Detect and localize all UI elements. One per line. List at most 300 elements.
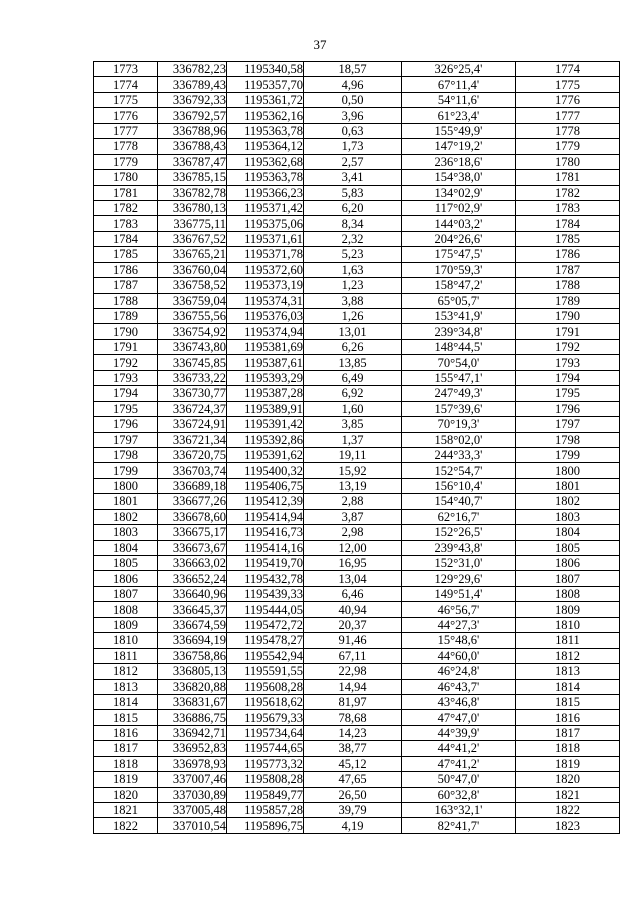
y-coordinate-cell: 1195391,42 xyxy=(227,417,304,432)
point-number-cell: 1791 xyxy=(94,339,158,354)
x-coordinate-cell: 336689,18 xyxy=(158,478,227,493)
page-number: 37 xyxy=(313,37,327,52)
x-coordinate-cell: 336673,67 xyxy=(158,540,227,555)
next-point-cell: 1810 xyxy=(516,617,620,632)
direction-angle-cell: 70°19,3' xyxy=(402,417,516,432)
table-row xyxy=(94,324,620,339)
next-point-cell: 1822 xyxy=(516,803,620,818)
point-number-cell: 1799 xyxy=(94,463,158,478)
direction-angle-cell: 43°46,8' xyxy=(402,694,516,709)
table-row xyxy=(94,247,620,262)
table-row xyxy=(94,463,620,478)
direction-angle-cell: 62°16,7' xyxy=(402,509,516,524)
direction-angle-cell: 158°47,2' xyxy=(402,278,516,293)
x-coordinate-cell: 336952,83 xyxy=(158,741,227,756)
y-coordinate-cell: 1195744,65 xyxy=(227,741,304,756)
point-number-cell: 1815 xyxy=(94,710,158,725)
next-point-cell: 1806 xyxy=(516,556,620,571)
next-point-cell: 1801 xyxy=(516,478,620,493)
table-row xyxy=(94,694,620,709)
point-number-cell: 1795 xyxy=(94,401,158,416)
length-cell: 13,01 xyxy=(304,324,402,339)
next-point-cell: 1811 xyxy=(516,633,620,648)
y-coordinate-cell: 1195608,28 xyxy=(227,679,304,694)
y-coordinate-cell: 1195366,23 xyxy=(227,185,304,200)
y-coordinate-cell: 1195406,75 xyxy=(227,478,304,493)
direction-angle-cell: 47°47,0' xyxy=(402,710,516,725)
y-coordinate-cell: 1195363,78 xyxy=(227,123,304,138)
next-point-cell: 1817 xyxy=(516,725,620,740)
y-coordinate-cell: 1195374,94 xyxy=(227,324,304,339)
y-coordinate-cell: 1195340,58 xyxy=(227,62,304,77)
direction-angle-cell: 65°05,7' xyxy=(402,293,516,308)
length-cell: 5,23 xyxy=(304,247,402,262)
table-row xyxy=(94,803,620,818)
length-cell: 14,23 xyxy=(304,725,402,740)
direction-angle-cell: 247°49,3' xyxy=(402,386,516,401)
table-row xyxy=(94,355,620,370)
table-row xyxy=(94,309,620,324)
x-coordinate-cell: 336743,80 xyxy=(158,339,227,354)
point-number-cell: 1775 xyxy=(94,92,158,107)
y-coordinate-cell: 1195478,27 xyxy=(227,633,304,648)
next-point-cell: 1788 xyxy=(516,278,620,293)
next-point-cell: 1819 xyxy=(516,756,620,771)
next-point-cell: 1775 xyxy=(516,77,620,92)
next-point-cell: 1776 xyxy=(516,92,620,107)
table-row xyxy=(94,417,620,432)
table-row xyxy=(94,617,620,632)
direction-angle-cell: 47°41,2' xyxy=(402,756,516,771)
table-row xyxy=(94,787,620,802)
table-row xyxy=(94,231,620,246)
length-cell: 14,94 xyxy=(304,679,402,694)
direction-angle-cell: 155°47,1' xyxy=(402,370,516,385)
table-row xyxy=(94,540,620,555)
table-row xyxy=(94,170,620,185)
next-point-cell: 1803 xyxy=(516,509,620,524)
x-coordinate-cell: 336675,17 xyxy=(158,525,227,540)
y-coordinate-cell: 1195393,29 xyxy=(227,370,304,385)
y-coordinate-cell: 1195400,32 xyxy=(227,463,304,478)
point-number-cell: 1776 xyxy=(94,108,158,123)
next-point-cell: 1797 xyxy=(516,417,620,432)
next-point-cell: 1813 xyxy=(516,664,620,679)
y-coordinate-cell: 1195387,61 xyxy=(227,355,304,370)
length-cell: 5,83 xyxy=(304,185,402,200)
point-number-cell: 1803 xyxy=(94,525,158,540)
point-number-cell: 1797 xyxy=(94,432,158,447)
length-cell: 26,50 xyxy=(304,787,402,802)
y-coordinate-cell: 1195361,72 xyxy=(227,92,304,107)
direction-angle-cell: 157°39,6' xyxy=(402,401,516,416)
length-cell: 81,97 xyxy=(304,694,402,709)
y-coordinate-cell: 1195362,16 xyxy=(227,108,304,123)
point-number-cell: 1786 xyxy=(94,262,158,277)
x-coordinate-cell: 336730,77 xyxy=(158,386,227,401)
next-point-cell: 1820 xyxy=(516,772,620,787)
y-coordinate-cell: 1195432,78 xyxy=(227,571,304,586)
length-cell: 2,32 xyxy=(304,231,402,246)
direction-angle-cell: 239°43,8' xyxy=(402,540,516,555)
x-coordinate-cell: 336792,33 xyxy=(158,92,227,107)
y-coordinate-cell: 1195849,77 xyxy=(227,787,304,802)
length-cell: 6,46 xyxy=(304,586,402,601)
direction-angle-cell: 67°11,4' xyxy=(402,77,516,92)
length-cell: 16,95 xyxy=(304,556,402,571)
x-coordinate-cell: 336780,13 xyxy=(158,200,227,215)
length-cell: 6,20 xyxy=(304,200,402,215)
x-coordinate-cell: 336942,71 xyxy=(158,725,227,740)
x-coordinate-cell: 337005,48 xyxy=(158,803,227,818)
next-point-cell: 1808 xyxy=(516,586,620,601)
x-coordinate-cell: 336775,11 xyxy=(158,216,227,231)
direction-angle-cell: 175°47,5' xyxy=(402,247,516,262)
point-number-cell: 1801 xyxy=(94,494,158,509)
direction-angle-cell: 15°48,6' xyxy=(402,633,516,648)
direction-angle-cell: 44°27,3' xyxy=(402,617,516,632)
table-row xyxy=(94,478,620,493)
y-coordinate-cell: 1195419,70 xyxy=(227,556,304,571)
table-row xyxy=(94,710,620,725)
y-coordinate-cell: 1195439,33 xyxy=(227,586,304,601)
next-point-cell: 1823 xyxy=(516,818,620,833)
next-point-cell: 1795 xyxy=(516,386,620,401)
point-number-cell: 1814 xyxy=(94,694,158,709)
x-coordinate-cell: 336663,02 xyxy=(158,556,227,571)
x-coordinate-cell: 336785,15 xyxy=(158,170,227,185)
next-point-cell: 1790 xyxy=(516,309,620,324)
direction-angle-cell: 60°32,8' xyxy=(402,787,516,802)
y-coordinate-cell: 1195857,28 xyxy=(227,803,304,818)
table-row xyxy=(94,741,620,756)
next-point-cell: 1821 xyxy=(516,787,620,802)
table-row xyxy=(94,185,620,200)
x-coordinate-cell: 336677,26 xyxy=(158,494,227,509)
next-point-cell: 1781 xyxy=(516,170,620,185)
length-cell: 78,68 xyxy=(304,710,402,725)
direction-angle-cell: 50°47,0' xyxy=(402,772,516,787)
y-coordinate-cell: 1195375,06 xyxy=(227,216,304,231)
x-coordinate-cell: 336760,04 xyxy=(158,262,227,277)
x-coordinate-cell: 336724,91 xyxy=(158,417,227,432)
point-number-cell: 1793 xyxy=(94,370,158,385)
length-cell: 3,96 xyxy=(304,108,402,123)
point-number-cell: 1787 xyxy=(94,278,158,293)
x-coordinate-cell: 336755,56 xyxy=(158,309,227,324)
point-number-cell: 1820 xyxy=(94,787,158,802)
point-number-cell: 1818 xyxy=(94,756,158,771)
table-row xyxy=(94,494,620,509)
point-number-cell: 1807 xyxy=(94,586,158,601)
point-number-cell: 1819 xyxy=(94,772,158,787)
x-coordinate-cell: 337030,89 xyxy=(158,787,227,802)
point-number-cell: 1806 xyxy=(94,571,158,586)
point-number-cell: 1796 xyxy=(94,417,158,432)
next-point-cell: 1782 xyxy=(516,185,620,200)
y-coordinate-cell: 1195734,64 xyxy=(227,725,304,740)
x-coordinate-cell: 336759,04 xyxy=(158,293,227,308)
length-cell: 6,26 xyxy=(304,339,402,354)
next-point-cell: 1798 xyxy=(516,432,620,447)
x-coordinate-cell: 336674,59 xyxy=(158,617,227,632)
y-coordinate-cell: 1195542,94 xyxy=(227,648,304,663)
point-number-cell: 1822 xyxy=(94,818,158,833)
x-coordinate-cell: 337010,54 xyxy=(158,818,227,833)
x-coordinate-cell: 336652,24 xyxy=(158,571,227,586)
table-row xyxy=(94,756,620,771)
y-coordinate-cell: 1195618,62 xyxy=(227,694,304,709)
y-coordinate-cell: 1195808,28 xyxy=(227,772,304,787)
y-coordinate-cell: 1195363,78 xyxy=(227,170,304,185)
length-cell: 2,57 xyxy=(304,154,402,169)
next-point-cell: 1818 xyxy=(516,741,620,756)
direction-angle-cell: 154°40,7' xyxy=(402,494,516,509)
direction-angle-cell: 170°59,3' xyxy=(402,262,516,277)
table-row xyxy=(94,386,620,401)
next-point-cell: 1815 xyxy=(516,694,620,709)
table-row xyxy=(94,772,620,787)
y-coordinate-cell: 1195372,60 xyxy=(227,262,304,277)
direction-angle-cell: 129°29,6' xyxy=(402,571,516,586)
direction-angle-cell: 158°02,0' xyxy=(402,432,516,447)
next-point-cell: 1783 xyxy=(516,200,620,215)
x-coordinate-cell: 336640,96 xyxy=(158,586,227,601)
y-coordinate-cell: 1195412,39 xyxy=(227,494,304,509)
next-point-cell: 1804 xyxy=(516,525,620,540)
table-row xyxy=(94,77,620,92)
y-coordinate-cell: 1195373,19 xyxy=(227,278,304,293)
direction-angle-cell: 236°18,6' xyxy=(402,154,516,169)
next-point-cell: 1785 xyxy=(516,231,620,246)
x-coordinate-cell: 336789,43 xyxy=(158,77,227,92)
x-coordinate-cell: 336703,74 xyxy=(158,463,227,478)
next-point-cell: 1780 xyxy=(516,154,620,169)
x-coordinate-cell: 336978,93 xyxy=(158,756,227,771)
direction-angle-cell: 61°23,4' xyxy=(402,108,516,123)
point-number-cell: 1790 xyxy=(94,324,158,339)
table-row xyxy=(94,200,620,215)
next-point-cell: 1778 xyxy=(516,123,620,138)
length-cell: 0,50 xyxy=(304,92,402,107)
point-number-cell: 1774 xyxy=(94,77,158,92)
point-number-cell: 1798 xyxy=(94,447,158,462)
point-number-cell: 1812 xyxy=(94,664,158,679)
length-cell: 1,73 xyxy=(304,139,402,154)
point-number-cell: 1773 xyxy=(94,62,158,77)
table-row xyxy=(94,818,620,833)
direction-angle-cell: 156°10,4' xyxy=(402,478,516,493)
x-coordinate-cell: 336788,43 xyxy=(158,139,227,154)
table-row xyxy=(94,339,620,354)
y-coordinate-cell: 1195387,28 xyxy=(227,386,304,401)
x-coordinate-cell: 336788,96 xyxy=(158,123,227,138)
x-coordinate-cell: 336720,75 xyxy=(158,447,227,462)
table-row xyxy=(94,92,620,107)
y-coordinate-cell: 1195381,69 xyxy=(227,339,304,354)
direction-angle-cell: 54°11,6' xyxy=(402,92,516,107)
direction-angle-cell: 152°54,7' xyxy=(402,463,516,478)
x-coordinate-cell: 336787,47 xyxy=(158,154,227,169)
direction-angle-cell: 155°49,9' xyxy=(402,123,516,138)
length-cell: 47,65 xyxy=(304,772,402,787)
point-number-cell: 1821 xyxy=(94,803,158,818)
length-cell: 13,04 xyxy=(304,571,402,586)
next-point-cell: 1805 xyxy=(516,540,620,555)
table-row xyxy=(94,154,620,169)
length-cell: 40,94 xyxy=(304,602,402,617)
direction-angle-cell: 153°41,9' xyxy=(402,309,516,324)
next-point-cell: 1793 xyxy=(516,355,620,370)
length-cell: 67,11 xyxy=(304,648,402,663)
y-coordinate-cell: 1195362,68 xyxy=(227,154,304,169)
x-coordinate-cell: 336733,22 xyxy=(158,370,227,385)
point-number-cell: 1816 xyxy=(94,725,158,740)
table-row xyxy=(94,62,620,77)
length-cell: 0,63 xyxy=(304,123,402,138)
next-point-cell: 1816 xyxy=(516,710,620,725)
length-cell: 12,00 xyxy=(304,540,402,555)
point-number-cell: 1809 xyxy=(94,617,158,632)
point-number-cell: 1802 xyxy=(94,509,158,524)
next-point-cell: 1774 xyxy=(516,62,620,77)
next-point-cell: 1784 xyxy=(516,216,620,231)
direction-angle-cell: 46°56,7' xyxy=(402,602,516,617)
direction-angle-cell: 82°41,7' xyxy=(402,818,516,833)
x-coordinate-cell: 336792,57 xyxy=(158,108,227,123)
length-cell: 39,79 xyxy=(304,803,402,818)
point-number-cell: 1813 xyxy=(94,679,158,694)
next-point-cell: 1787 xyxy=(516,262,620,277)
length-cell: 8,34 xyxy=(304,216,402,231)
x-coordinate-cell: 336754,92 xyxy=(158,324,227,339)
point-number-cell: 1782 xyxy=(94,200,158,215)
length-cell: 1,60 xyxy=(304,401,402,416)
x-coordinate-cell: 336724,37 xyxy=(158,401,227,416)
y-coordinate-cell: 1195371,61 xyxy=(227,231,304,246)
point-number-cell: 1817 xyxy=(94,741,158,756)
point-number-cell: 1808 xyxy=(94,602,158,617)
x-coordinate-cell: 336645,37 xyxy=(158,602,227,617)
y-coordinate-cell: 1195364,12 xyxy=(227,139,304,154)
next-point-cell: 1786 xyxy=(516,247,620,262)
table-row xyxy=(94,123,620,138)
y-coordinate-cell: 1195371,78 xyxy=(227,247,304,262)
table-row xyxy=(94,509,620,524)
table-row xyxy=(94,586,620,601)
length-cell: 13,85 xyxy=(304,355,402,370)
table-row xyxy=(94,432,620,447)
point-number-cell: 1783 xyxy=(94,216,158,231)
x-coordinate-cell: 336831,67 xyxy=(158,694,227,709)
table-row xyxy=(94,725,620,740)
direction-angle-cell: 149°51,4' xyxy=(402,586,516,601)
length-cell: 15,92 xyxy=(304,463,402,478)
direction-angle-cell: 239°34,8' xyxy=(402,324,516,339)
point-number-cell: 1777 xyxy=(94,123,158,138)
direction-angle-cell: 44°39,9' xyxy=(402,725,516,740)
table-row xyxy=(94,571,620,586)
direction-angle-cell: 163°32,1' xyxy=(402,803,516,818)
direction-angle-cell: 244°33,3' xyxy=(402,447,516,462)
table-row xyxy=(94,216,620,231)
length-cell: 2,88 xyxy=(304,494,402,509)
direction-angle-cell: 144°03,2' xyxy=(402,216,516,231)
length-cell: 1,26 xyxy=(304,309,402,324)
length-cell: 1,37 xyxy=(304,432,402,447)
y-coordinate-cell: 1195374,31 xyxy=(227,293,304,308)
y-coordinate-cell: 1195679,33 xyxy=(227,710,304,725)
length-cell: 45,12 xyxy=(304,756,402,771)
y-coordinate-cell: 1195416,73 xyxy=(227,525,304,540)
x-coordinate-cell: 337007,46 xyxy=(158,772,227,787)
table-row xyxy=(94,525,620,540)
point-number-cell: 1780 xyxy=(94,170,158,185)
table-row xyxy=(94,370,620,385)
y-coordinate-cell: 1195414,94 xyxy=(227,509,304,524)
point-number-cell: 1789 xyxy=(94,309,158,324)
table-row xyxy=(94,556,620,571)
table-row xyxy=(94,633,620,648)
point-number-cell: 1800 xyxy=(94,478,158,493)
table-row xyxy=(94,664,620,679)
x-coordinate-cell: 336765,21 xyxy=(158,247,227,262)
next-point-cell: 1777 xyxy=(516,108,620,123)
length-cell: 1,63 xyxy=(304,262,402,277)
x-coordinate-cell: 336694,19 xyxy=(158,633,227,648)
direction-angle-cell: 152°31,0' xyxy=(402,556,516,571)
direction-angle-cell: 117°02,9' xyxy=(402,200,516,215)
length-cell: 4,96 xyxy=(304,77,402,92)
point-number-cell: 1804 xyxy=(94,540,158,555)
table-row xyxy=(94,602,620,617)
direction-angle-cell: 204°26,6' xyxy=(402,231,516,246)
point-number-cell: 1792 xyxy=(94,355,158,370)
next-point-cell: 1812 xyxy=(516,648,620,663)
next-point-cell: 1799 xyxy=(516,447,620,462)
length-cell: 1,23 xyxy=(304,278,402,293)
direction-angle-cell: 44°41,2' xyxy=(402,741,516,756)
y-coordinate-cell: 1195389,91 xyxy=(227,401,304,416)
table-row xyxy=(94,139,620,154)
point-number-cell: 1784 xyxy=(94,231,158,246)
length-cell: 3,85 xyxy=(304,417,402,432)
length-cell: 6,49 xyxy=(304,370,402,385)
length-cell: 3,87 xyxy=(304,509,402,524)
direction-angle-cell: 46°24,8' xyxy=(402,664,516,679)
y-coordinate-cell: 1195414,16 xyxy=(227,540,304,555)
direction-angle-cell: 326°25,4' xyxy=(402,62,516,77)
y-coordinate-cell: 1195896,75 xyxy=(227,818,304,833)
x-coordinate-cell: 336758,86 xyxy=(158,648,227,663)
direction-angle-cell: 134°02,9' xyxy=(402,185,516,200)
coordinates-table xyxy=(93,61,620,834)
y-coordinate-cell: 1195357,70 xyxy=(227,77,304,92)
length-cell: 2,98 xyxy=(304,525,402,540)
next-point-cell: 1809 xyxy=(516,602,620,617)
table-row xyxy=(94,262,620,277)
length-cell: 38,77 xyxy=(304,741,402,756)
x-coordinate-cell: 336782,78 xyxy=(158,185,227,200)
next-point-cell: 1779 xyxy=(516,139,620,154)
y-coordinate-cell: 1195371,42 xyxy=(227,200,304,215)
point-number-cell: 1778 xyxy=(94,139,158,154)
direction-angle-cell: 152°26,5' xyxy=(402,525,516,540)
length-cell: 3,88 xyxy=(304,293,402,308)
table-row xyxy=(94,108,620,123)
x-coordinate-cell: 336767,52 xyxy=(158,231,227,246)
point-number-cell: 1785 xyxy=(94,247,158,262)
